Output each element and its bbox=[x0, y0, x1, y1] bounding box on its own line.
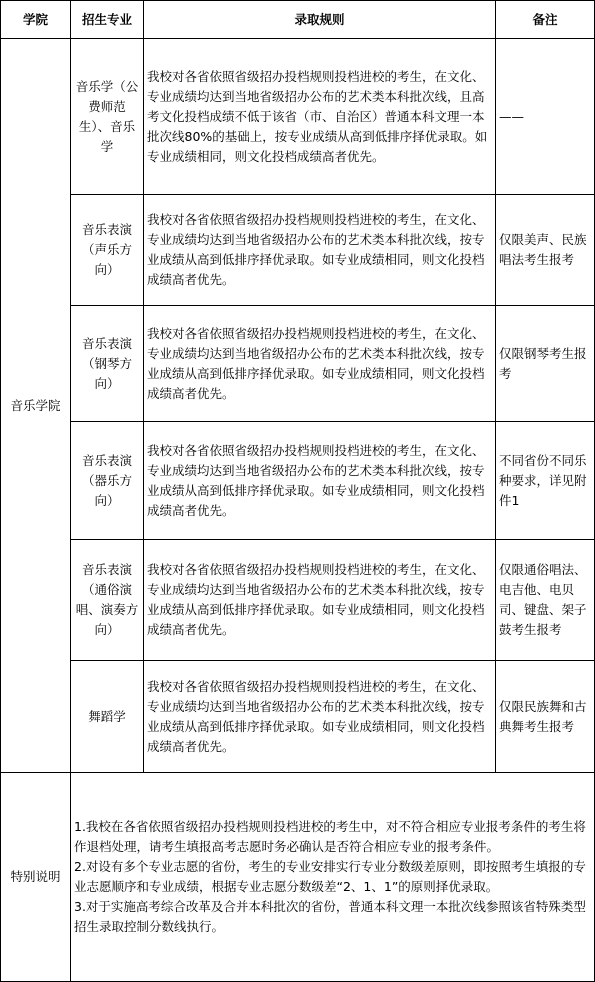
note-cell: 仅限民族舞和古典舞考生报考 bbox=[496, 661, 595, 773]
table-row bbox=[1, 39, 595, 195]
note-cell: 仅限美声、民族唱法考生报考 bbox=[496, 195, 595, 306]
major-cell: 音乐表演（钢琴方向） bbox=[71, 306, 144, 422]
rule-cell: 我校对各省依照省级招办投档规则投档进校的考生，在文化、专业成绩均达到当地省级招办公布的艺术类本科批次线，按专业成绩从高到低排序择优录取。如专业成绩相同，则文化投档成绩高者优先。 bbox=[144, 540, 496, 661]
rule-cell: 我校对各省依照省级招办投档规则投档进校的考生，在文化、专业成绩均达到当地省级招办公布的艺术类本科批次线，且高考文化投档成绩不低于该省（市、自治区）普通本科文理一本批次线80%的基础上，按专业成绩从高到低排序择优录取。如专业成绩相同，则文化投档成绩高者优先。 bbox=[144, 39, 496, 195]
header-note: 备注 bbox=[496, 1, 595, 39]
special-notes-row bbox=[1, 773, 595, 982]
header-college: 学院 bbox=[1, 1, 71, 39]
rule-cell: 我校对各省依照省级招办投档规则投档进校的考生，在文化、专业成绩均达到当地省级招办公布的艺术类本科批次线，按专业成绩从高到低排序择优录取。如专业成绩相同，则文化投档成绩高者优先。 bbox=[144, 306, 496, 422]
header-row bbox=[1, 1, 595, 39]
table-row bbox=[1, 422, 595, 540]
rule-cell: 我校对各省依照省级招办投档规则投档进校的考生，在文化、专业成绩均达到当地省级招办公布的艺术类本科批次线，按专业成绩从高到低排序择优录取。如专业成绩相同，则文化投档成绩高者优先。 bbox=[144, 661, 496, 773]
major-cell: 音乐表演（通俗演唱、演奏方向） bbox=[71, 540, 144, 661]
table-row bbox=[1, 306, 595, 422]
special-note-item: 1.我校在各省依照省级招办投档规则投档进校的考生中，对不符合相应专业报考条件的考生将作退档处理，请考生填报高考志愿时务必确认是否符合相应专业的报考条件。 bbox=[74, 819, 586, 854]
note-cell: 仅限通俗唱法、电吉他、电贝司、键盘、架子鼓考生报考 bbox=[496, 540, 595, 661]
special-notes-label: 特别说明 bbox=[1, 773, 71, 982]
special-notes-content bbox=[71, 773, 595, 982]
rule-cell: 我校对各省依照省级招办投档规则投档进校的考生，在文化、专业成绩均达到当地省级招办公布的艺术类本科批次线，按专业成绩从高到低排序择优录取。如专业成绩相同，则文化投档成绩高者优先。 bbox=[144, 422, 496, 540]
note-cell: —— bbox=[496, 39, 595, 195]
header-major: 招生专业 bbox=[71, 1, 144, 39]
table-row bbox=[1, 195, 595, 306]
header-rule: 录取规则 bbox=[144, 1, 496, 39]
major-cell: 舞蹈学 bbox=[71, 661, 144, 773]
note-cell: 不同省份不同乐种要求，详见附件1 bbox=[496, 422, 595, 540]
rule-cell: 我校对各省依照省级招办投档规则投档进校的考生，在文化、专业成绩均达到当地省级招办公布的艺术类本科批次线，按专业成绩从高到低排序择优录取。如专业成绩相同，则文化投档成绩高者优先。 bbox=[144, 195, 496, 306]
table-row bbox=[1, 661, 595, 773]
table-row bbox=[1, 540, 595, 661]
major-cell: 音乐表演（器乐方向） bbox=[71, 422, 144, 540]
special-note-item: 3.对于实施高考综合改革及合并本科批次的省份，普通本科文理一本批次线参照该省特殊类型招生录取控制分数线执行。 bbox=[74, 899, 586, 934]
note-cell: 仅限钢琴考生报考 bbox=[496, 306, 595, 422]
special-note-item: 2.对设有多个专业志愿的省份，考生的专业安排实行专业分数级差原则，即按照考生填报的专业志愿顺序和专业成绩，根据专业志愿分数级差“2、1、1”的原则择优录取。 bbox=[74, 859, 586, 894]
college-cell: 音乐学院 bbox=[1, 39, 71, 773]
major-cell: 音乐学（公费师范生）、音乐学 bbox=[71, 39, 144, 195]
major-cell: 音乐表演（声乐方向） bbox=[71, 195, 144, 306]
